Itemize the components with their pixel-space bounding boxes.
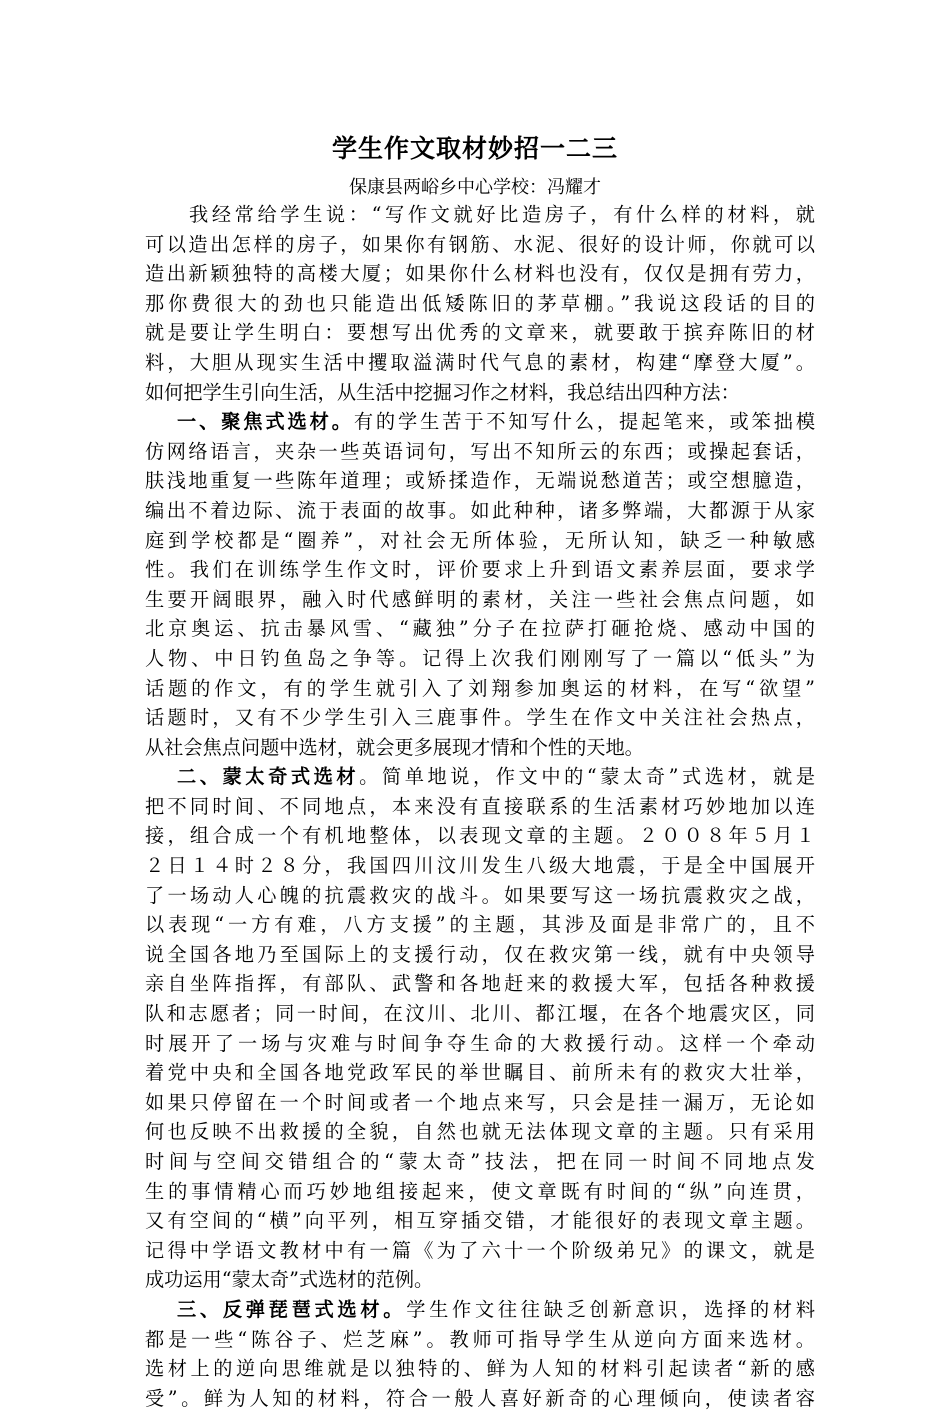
text-line xyxy=(145,437,815,467)
line-text: 说全国各地乃至国际上的支援行动，仅在救灾第一线，就有中央领导 xyxy=(145,942,815,966)
section-heading-line xyxy=(145,762,815,792)
line-text: 如果只停留在一个时间或者一个地点来写，只会是挂一漏万，无论如 xyxy=(145,1090,815,1114)
section-heading: 三、反弹琵琶式选材。 xyxy=(177,1297,407,1321)
line-text: 又有空间的“横”向平列，相互穿插交错，才能很好的表现文章主题。 xyxy=(145,1209,815,1233)
line-text: 接，组合成一个有机地整体，以表现文章的主题。２００８年５月１ xyxy=(145,824,815,848)
line-text: 队和志愿者；同一时间，在汶川、北川、都江堰，在各个地震灾区，同 xyxy=(145,1002,815,1026)
line-text: 时展开了一场与灾难与时间争夺生命的大救援行动。这样一个牵动 xyxy=(145,1031,815,1055)
line-text: 话题的作文，有的学生就引入了刘翔参加奥运的材料，在写“欲望” xyxy=(145,676,815,700)
author-line: 保康县两峪乡中心学校：冯耀才 xyxy=(349,177,601,198)
text-line xyxy=(145,1147,815,1177)
line-text: 生的事情精心而巧妙地组接起来，使文章既有时间的“纵”向连贯， xyxy=(145,1179,815,1203)
line-text: 时间与空间交错组合的“蒙太奇”技法，把在同一时间不同地点发 xyxy=(145,1150,815,1173)
document-title: 学生作文取材妙招一二三 xyxy=(331,134,618,163)
line-text: 都是一些“陈谷子、烂芝麻”。教师可指导学生从逆向方面来选材。 xyxy=(145,1327,815,1351)
line-text: 人物、中日钓鱼岛之争等。记得上次我们刚刚写了一篇以“低头”为 xyxy=(145,646,815,670)
text-line xyxy=(145,289,815,319)
text-line xyxy=(145,230,815,260)
text-line xyxy=(145,378,815,408)
text-line xyxy=(145,969,815,999)
text-line xyxy=(145,940,815,970)
line-text: 了一场动人心魄的抗震救灾的战斗。如果要写这一场抗震救灾之战， xyxy=(145,883,815,907)
line-text: 生要开阔眼界，融入时代感鲜明的素材，关注一些社会焦点问题，如 xyxy=(145,587,815,611)
line-text: 料，大胆从现实生活中攫取溢满时代气息的素材，构建“摩登大厦”。 xyxy=(145,350,815,374)
text-line xyxy=(145,1206,815,1236)
text-line xyxy=(145,526,815,556)
line-text: ２日１４时２８分，我国四川汶川发生八级大地震，于是全中国展开 xyxy=(145,854,815,878)
line-text: 把不同时间、不同地点，本来没有直接联系的生活素材巧妙地加以连 xyxy=(145,794,815,818)
text-line xyxy=(145,614,815,644)
text-line xyxy=(145,674,815,704)
text-line xyxy=(145,555,815,585)
line-text: 那你费很大的劲也只能造出低矮陈旧的茅草棚。”我说这段话的目的 xyxy=(145,291,815,315)
text-line xyxy=(145,1354,815,1384)
text-line xyxy=(145,1236,815,1266)
line-text: 。简单地说，作文中的“蒙太奇”式选材，就是 xyxy=(359,765,816,789)
text-line xyxy=(145,318,815,348)
document-body xyxy=(145,200,815,1413)
text-line xyxy=(145,644,815,674)
line-text: 肤浅地重复一些陈年道理；或矫揉造作，无端说愁道苦；或空想臆造， xyxy=(145,469,815,493)
text-line xyxy=(145,466,815,496)
text-line xyxy=(145,999,815,1029)
line-text: 以表现“一方有难，八方支援”的主题，其涉及面是非常广的，且不 xyxy=(145,913,815,937)
section-heading-line xyxy=(145,407,815,437)
text-line xyxy=(145,585,815,615)
line-text: 有的学生苦于不知写什么，提起笔来，或笨拙模 xyxy=(353,410,816,434)
text-line xyxy=(145,1384,815,1413)
line-text: 造出新颖独特的高楼大厦；如果你什么材料也没有，仅仅是拥有劳力， xyxy=(145,262,815,286)
text-line xyxy=(145,821,815,851)
line-text: 编出不着边际、流于表面的故事。如此种种，诸多弊端，大都源于从家 xyxy=(145,498,815,522)
text-line xyxy=(145,1325,815,1355)
text-line xyxy=(145,910,815,940)
line-text: 仿网络语言，夹杂一些英语词句，写出不知所云的东西；或操起套话， xyxy=(145,439,815,463)
line-text: 亲自坐阵指挥，有部队、武警和各地赶来的救援大军，包括各种救援 xyxy=(145,972,815,996)
section-heading: 二、蒙太奇式选材 xyxy=(177,765,360,789)
line-text: 如何把学生引向生活，从生活中挖掘习作之材料，我总结出四种方法： xyxy=(145,380,740,404)
line-text: 话题时，又有不少学生引入三鹿事件。学生在作文中关注社会热点， xyxy=(145,706,815,730)
text-line xyxy=(145,1088,815,1118)
line-text: 记得中学语文教材中有一篇《为了六十一个阶级弟兄》的课文，就是 xyxy=(145,1238,815,1262)
text-line xyxy=(145,348,815,378)
line-text: 庭到学校都是“圈养”，对社会无所体验，无所认知，缺乏一种敏感 xyxy=(145,528,815,552)
line-text: 受”。鲜为人知的材料，符合一般人喜好新奇的心理倾向，使读者容 xyxy=(145,1386,815,1410)
text-line xyxy=(145,200,815,230)
line-text: 何也反映不出救援的全貌，自然也就无法体现文章的主题。只有采用 xyxy=(145,1120,815,1144)
text-line xyxy=(145,703,815,733)
text-line xyxy=(145,1177,815,1207)
text-line xyxy=(145,1058,815,1088)
text-line xyxy=(145,1117,815,1147)
line-text: 北京奥运、抗击暴风雪、“藏独”分子在拉萨打砸抢烧、感动中国的 xyxy=(145,617,815,641)
text-line xyxy=(145,733,815,763)
text-line xyxy=(145,496,815,526)
text-line xyxy=(145,1265,815,1295)
line-text: 选材上的逆向思维就是以独特的、鲜为人知的材料引起读者“新的感 xyxy=(145,1357,815,1381)
line-text: 着党中央和全国各地党政军民的举世瞩目、前所未有的救灾大壮举， xyxy=(145,1061,815,1085)
section-heading: 一、聚焦式选材。 xyxy=(177,410,354,434)
text-line xyxy=(145,792,815,822)
text-line xyxy=(145,259,815,289)
text-line xyxy=(145,881,815,911)
line-text: 我经常给学生说：“写作文就好比造房子，有什么样的材料，就 xyxy=(189,203,815,226)
line-text: 从社会焦点问题中选材，就会更多展现才情和个性的天地。 xyxy=(145,735,644,759)
line-text: 性。我们在训练学生作文时，评价要求上升到语文素养层面，要求学 xyxy=(145,558,815,582)
text-line xyxy=(145,851,815,881)
line-text: 成功运用“蒙太奇”式选材的范例。 xyxy=(145,1268,434,1292)
line-text: 可以造出怎样的房子，如果你有钢筋、水泥、很好的设计师，你就可以 xyxy=(145,232,815,256)
text-line xyxy=(145,1029,815,1059)
section-heading-line xyxy=(145,1295,815,1325)
line-text: 学生作文往往缺乏创新意识，选择的材料 xyxy=(406,1297,816,1321)
line-text: 就是要让学生明白：要想写出优秀的文章来，就要敢于摈弃陈旧的材 xyxy=(145,321,815,345)
